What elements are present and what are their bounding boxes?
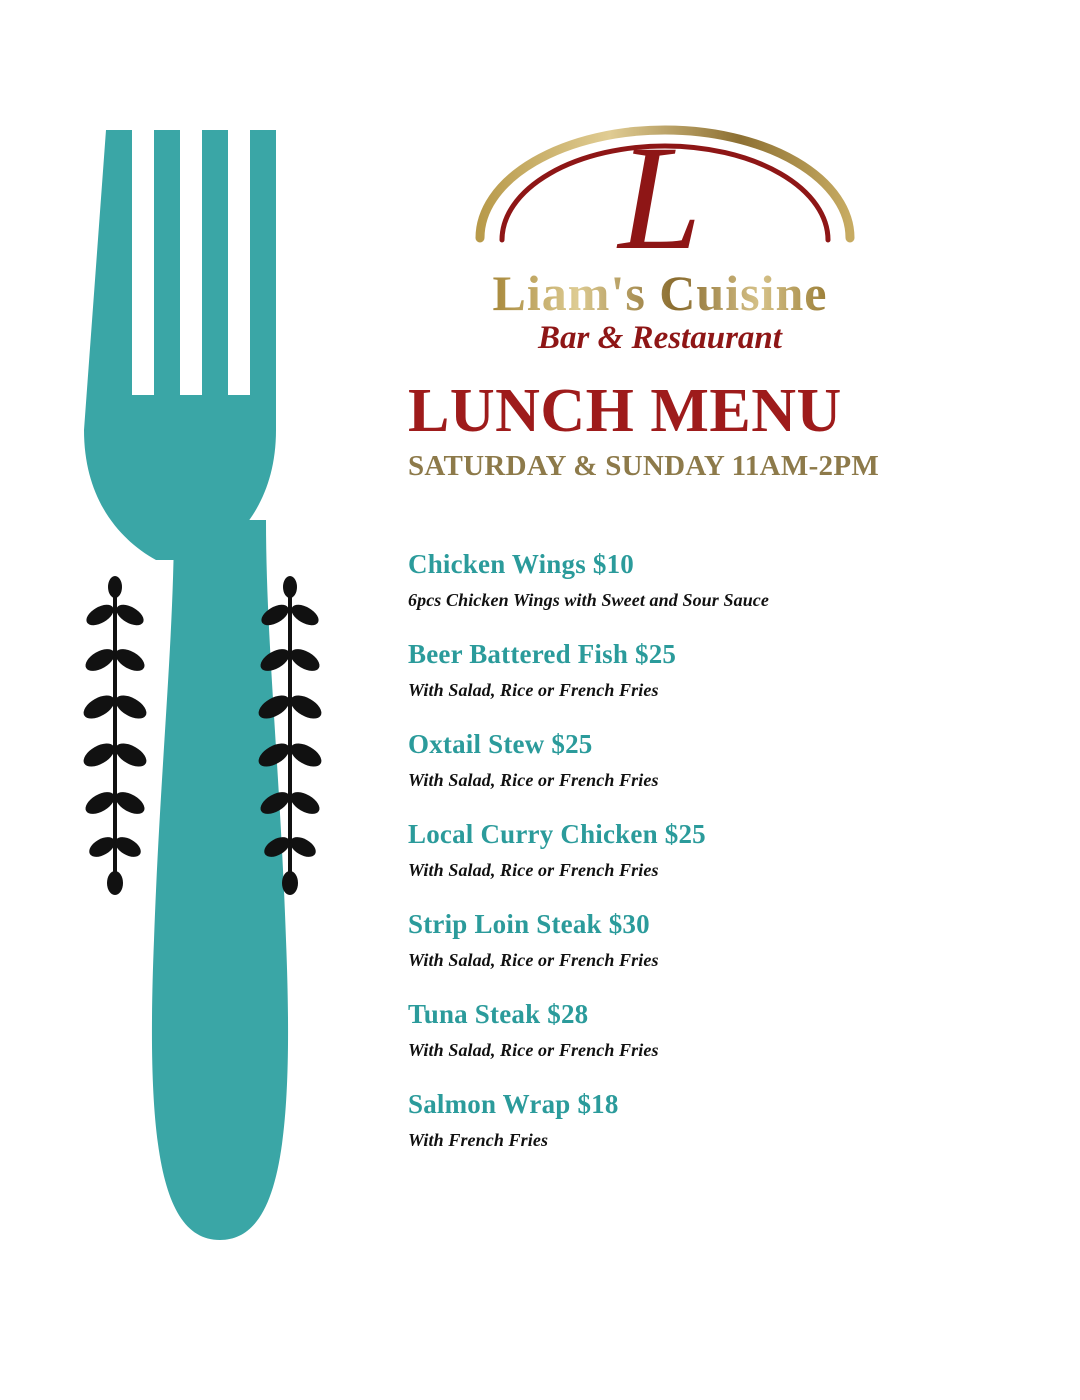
page-title: LUNCH MENU — [408, 377, 842, 445]
menu-item — [408, 729, 1020, 791]
menu-item-description: With Salad, Rice or French Fries — [408, 770, 659, 790]
menu-item-name: Oxtail Stew $25 — [408, 729, 593, 759]
svg-text:Bar & Restaurant: Bar & Restaurant — [538, 320, 782, 356]
menu-item — [408, 639, 1020, 701]
menu-item — [408, 999, 1020, 1061]
svg-text:L: L — [618, 120, 702, 281]
menu-item-description: With Salad, Rice or French Fries — [408, 680, 659, 700]
menu-item-name: Tuna Steak $28 — [408, 999, 589, 1029]
menu-item-name: Chicken Wings $10 — [408, 549, 634, 579]
restaurant-logo — [410, 120, 1020, 380]
menu-item — [408, 819, 1020, 881]
menu-item-description: With Salad, Rice or French Fries — [408, 1040, 659, 1060]
menu-content — [400, 120, 1020, 1179]
menu-item-description: With Salad, Rice or French Fries — [408, 950, 659, 970]
menu-item-name: Local Curry Chicken $25 — [408, 819, 706, 849]
leaf-branch-icon — [80, 575, 150, 895]
menu-item-name: Salmon Wrap $18 — [408, 1089, 619, 1119]
menu-item — [408, 1089, 1020, 1151]
leaf-branch-icon — [255, 575, 325, 895]
menu-item-name: Strip Loin Steak $30 — [408, 909, 650, 939]
menu-item-description: 6pcs Chicken Wings with Sweet and Sour Sauce — [408, 590, 769, 610]
service-hours: SATURDAY & SUNDAY 11AM-2PM — [408, 450, 880, 482]
menu-items-list — [400, 549, 1020, 1151]
menu-item — [408, 909, 1020, 971]
menu-item-description: With Salad, Rice or French Fries — [408, 860, 659, 880]
svg-text:Liam's Cuisine: Liam's Cuisine — [492, 265, 828, 321]
menu-item-name: Beer Battered Fish $25 — [408, 639, 677, 669]
menu-item — [408, 549, 1020, 611]
menu-item-description: With French Fries — [408, 1130, 549, 1150]
